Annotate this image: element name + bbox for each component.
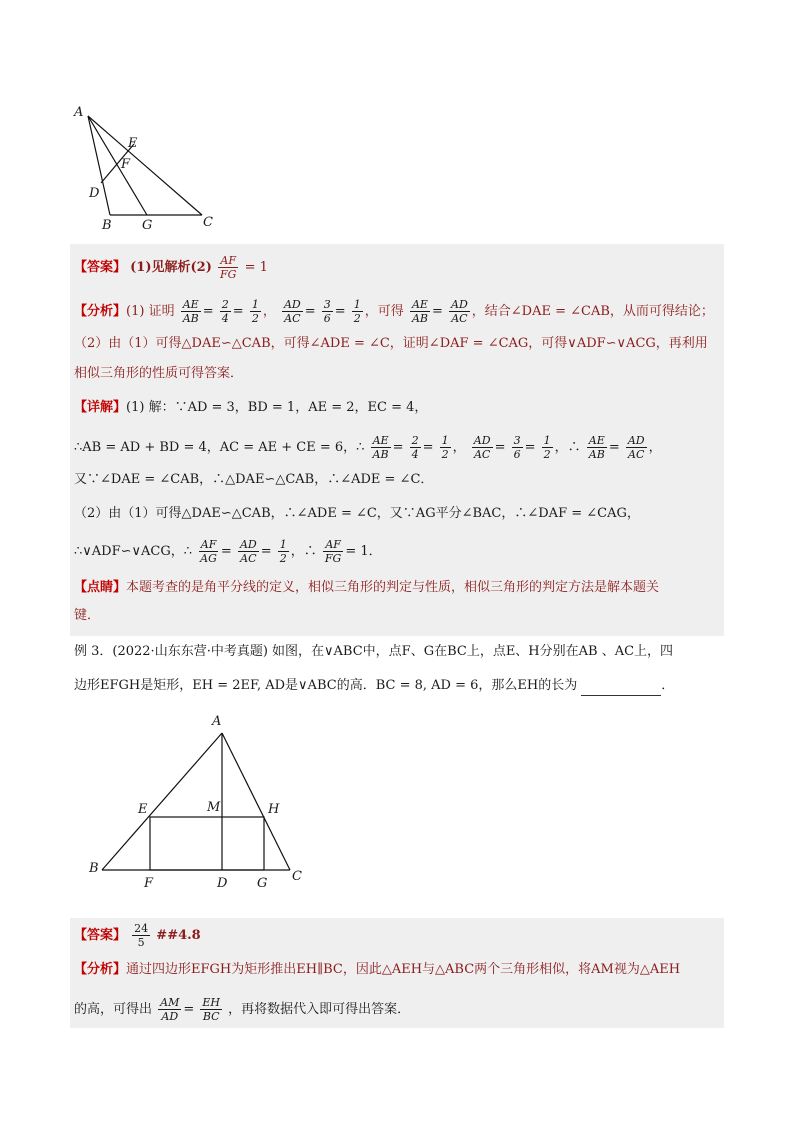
answer-3: 【答案】 $\frac{24}{5}$ ##4.8: [74, 922, 201, 949]
rectangle-efgh: [150, 817, 264, 870]
detail-1-line1: 【详解】(1) 解：∵AD = 3，BD = 1，AE = 2，EC = 4，: [74, 400, 428, 415]
comment-1-line2: 键．: [74, 608, 101, 623]
label-b1: B: [102, 218, 112, 233]
label-f2: F: [144, 876, 154, 891]
label-m2: M: [207, 800, 221, 815]
fraction-af-fg: $\frac{AF}{FG}$: [220, 254, 237, 281]
detail-1-line2: ∴AB = AD + BD = 4，AC = AE + CE = 6，∴ $\frac{AE}{AB}$ = $\frac{2}{4}$ = $\frac{1}{2}$ ， $\frac{AD}{AC}$ = $\frac{3}{6}$ = $\frac{1}{2}$ ，∴ $\frac{AE}{AB}$ = $\frac{AD}{AC}$ ，: [74, 434, 662, 461]
comment-1-line1: 【点睛】本题考查的是角平分线的定义，相似三角形的判定与性质，相似三角形的判定方法是解本题关: [74, 580, 660, 595]
label-f1: F: [121, 157, 131, 172]
detail-1-line4: （2）由（1）可得△DAE∽△CAB，∴∠ADE = ∠C，又∵AG平分∠BAC，∴∠DAF = ∠CAG，: [74, 506, 640, 521]
detail-1-line3: 又∵∠DAE = ∠CAB，∴△DAE∽△CAB，∴∠ADE = ∠C．: [74, 472, 434, 487]
answer-1: [74, 254, 268, 281]
answer-blank[interactable]: [581, 683, 661, 696]
answer-tag: 【答案】: [74, 260, 127, 275]
label-g1: G: [142, 218, 153, 233]
label-a2: A: [212, 714, 222, 729]
segment-ac: [88, 116, 202, 215]
segment-ab2: [102, 733, 222, 870]
analysis-1-line3: 相似三角形的性质可得答案．: [74, 366, 244, 381]
label-d2: D: [217, 876, 228, 891]
label-d1: D: [89, 186, 100, 201]
label-g2: G: [257, 876, 268, 891]
answer-text: (1)见解析(2): [130, 260, 212, 275]
label-b2: B: [89, 861, 99, 876]
label-h2: H: [268, 802, 280, 817]
analysis-1-line2: （2）由（1）可得△DAE∽△CAB，可得∠ADE = ∠C，证明∠DAF = ∠CAG，可得∨ADF∽∨ACG，再利用: [74, 336, 708, 351]
answer-eq: = 1: [244, 260, 268, 275]
analysis-3-line2: 的高，可得出 $\frac{AM}{AD}$ = $\frac{EH}{BC}$ ，再将数据代入即可得出答案．: [74, 996, 411, 1023]
label-c2: C: [292, 869, 302, 884]
analysis-3-line1: 【分析】通过四边形EFGH为矩形推出EH∥BC，因此△AEH与△ABC两个三角形相似，将AM视为△AEH: [74, 962, 681, 977]
label-e1: E: [128, 136, 138, 151]
figure-rectangle-in-triangle: [90, 715, 320, 900]
label-e2: E: [138, 802, 148, 817]
label-c1: C: [203, 215, 213, 230]
example-3-line2: 边形EFGH是矩形，EH = 2EF, AD是∨ABC的高．BC = 8, AD = 6，那么EH的长为 ．: [74, 676, 674, 696]
detail-1-line5: ∴∨ADF∽∨ACG，∴ $\frac{AF}{AG}$ = $\frac{AD}{AC}$ = $\frac{1}{2}$ ，∴ $\frac{AF}{FG}$ = 1．: [74, 538, 382, 565]
segment-ac2: [222, 733, 290, 870]
label-a1: A: [74, 105, 84, 120]
analysis-1-line1: 【分析】(1) 证明 $\frac{AE}{AB}$ = $\frac{2}{4}$ = $\frac{1}{2}$ ， $\frac{AD}{AC}$ = $\frac{3}{6}$ = $\frac{1}{2}$ ，可得 $\frac{AE}{AB}$ = $\frac{AD}{AC}$ ，结合∠DAE = ∠CAB，从而可得结论；: [74, 298, 714, 325]
example-3-line1: 例 3．(2022·山东东营·中考真题) 如图，在∨ABC中，点F、G在BC上，点E、H分别在AB 、AC上，四: [74, 644, 674, 659]
